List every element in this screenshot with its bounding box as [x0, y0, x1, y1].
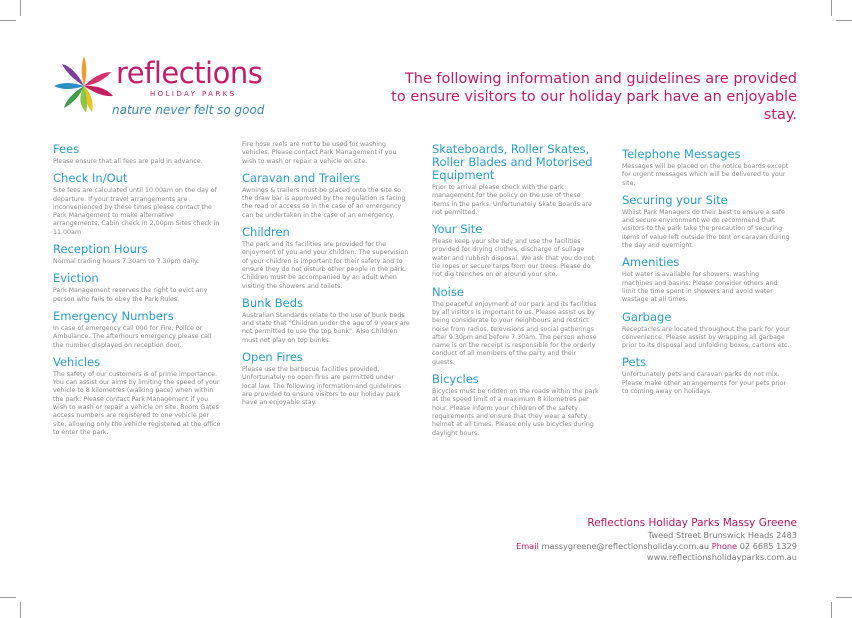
park-name: Reflections Holiday Parks Massy Greene [587, 517, 797, 529]
contact-footer [497, 516, 797, 563]
section-bicycles [432, 373, 600, 438]
section-heading: Bunk Beds [242, 295, 304, 310]
section-caravan-trailers [242, 172, 410, 220]
intro-text [357, 70, 797, 124]
crop-mark [836, 597, 852, 598]
email-label: Email [516, 541, 539, 551]
section-heading: Garbage [622, 309, 672, 324]
section-securing-site [622, 194, 790, 250]
section-body: Australian Standards relate to the use of bunk beds and state that "Children under the age of 9 years are not permitted to use the top bunk". Also Children must not play on top bunks. [242, 311, 410, 344]
column-4 [622, 148, 790, 402]
section-open-fires [242, 351, 410, 407]
section-children [242, 226, 410, 291]
section-fees [53, 143, 221, 166]
section-body: Please keep your site tidy and use the facilities provided for drying clothes, discharge of sullage water and rubbish disposal. We ask that you do not tie ropes or secure tarps from our trees. Please do not dig trenches on or around your site. [432, 238, 595, 279]
section-body: Prior to arrival please check with the park management for the policy on the use of these items in the parks. Unfortunately Skate Boards are not permitted. [432, 184, 593, 216]
section-heading: Vehicles [53, 354, 101, 369]
column-1 [53, 143, 221, 443]
section-body: The park and its facilities are provided for the enjoyment of you and your children. The supervision of your children is important for their safety and to ensure they do not disturb other people in the park. Children must be accompanied by an adult when visiting the showers and toilets. [242, 241, 409, 290]
phone-label: Phone [711, 541, 738, 551]
section-body: Please ensure that all fees are paid in advance. [53, 158, 203, 165]
section-body: Whilst Park Managers do their best to ensure a safe and secure environment we do recommend that visitors to the park take the precaution of securing items of value left outside the tent or caravan during the day and overnight. [622, 208, 790, 250]
section-body: The peaceful enjoyment of our park and its facilities by all visitors is important to us. Please assist us by being considerate to your neighbours and restrict noise from radios, televisions and social gatherings after 9.30pm and before 7.30am. The person whose name is on the receipt is responsible for the orderly conduct of all members of the party and their guests. [432, 300, 597, 366]
crop-mark [20, 0, 21, 16]
section-body: In case of emergency call 000 for Fire, Police or Ambulance. The afterhours emergency please call the number displayed on reception door. [53, 324, 212, 349]
park-address: Tweed Street Brunswick Heads 2483 [647, 530, 797, 540]
section-body: Unfortunately pets and caravan parks do not mix. Please make other arrangements for your pets prior to coming away on holidays. [622, 371, 787, 396]
section-heading: Telephone Messages [622, 147, 741, 161]
logo-subtitle: HOLIDAY PARKS [150, 90, 237, 98]
column-3 [432, 143, 600, 444]
intro-line-2: to ensure visitors to our holiday park have an enjoyable stay. [391, 89, 797, 123]
section-body: Hot water is available for showers, washing machines and basins. Please consider others and limit the time spent in showers and avoid water wastage at all times. [622, 271, 778, 304]
section-pets [622, 356, 790, 396]
section-heading: Open Fires [242, 350, 303, 365]
section-eviction [53, 272, 221, 304]
section-check-in-out [53, 172, 221, 237]
section-heading: Reception Hours [53, 242, 148, 257]
section-emergency-numbers [53, 310, 221, 350]
section-noise [432, 286, 600, 367]
section-body: Please use the barbecue facilities provided. Unfortunately no open fires are permitted under local law. The following information and guidelines are provided to ensure visitors to our holiday park have an enjoyable stay. [242, 366, 402, 407]
section-body: Receptacles are located throughout the park for your convenience. Please assist by wrapping all garbage prior to its disposal and unfolding boxes, cartons etc. [622, 325, 790, 350]
email-link[interactable]: massygreene@reflectionsholiday.com.au [541, 541, 710, 551]
section-body: Messages will be placed on the notice boards except for urgent messages which will be delivered to your site. [622, 163, 789, 187]
website-link[interactable]: www.reflectionsholidayparks.com.au [646, 552, 797, 562]
intro-line-1: The following information and guidelines are provided [404, 71, 797, 87]
section-heading: Bicycles [432, 372, 479, 387]
section-reception-hours [53, 243, 221, 266]
section-heading: Children [242, 225, 290, 240]
crop-mark [836, 20, 852, 21]
section-heading: Fees [53, 142, 80, 156]
section-heading: Amenities [622, 255, 680, 270]
section-body: Bicycles must be ridden on the roads within the park at the speed limit of a maximum 8 kilometres per hour. Please inform your children of the safety requirements and ensure that they wear a safety helmet at all times. Please only use bicycles during daylight hours. [432, 388, 599, 437]
section-bunk-beds [242, 297, 410, 345]
section-heading: Caravan and Trailers [242, 170, 361, 185]
crop-mark [0, 20, 16, 21]
section-telephone-messages [622, 148, 790, 188]
crop-mark [20, 602, 21, 618]
logo-tagline: nature never felt so good [112, 103, 265, 117]
section-body: Awnings & trailers must be placed onto the site so the draw bar is approved by the regulation is facing the road or access so in the case of an emergency can be undertaken in the case of an emergency. [242, 186, 406, 219]
section-body: The safety of our customers is of prime importance. You can assist our aims by limiting the speed of your vehicle to 8 kilometres (walking pace) when within the park. Please contact Park Management if you wish to wash or repair a vehicle on site. Boom Gates access numbers are registered to one vehicle per site, allowing only the vehicle registered at the office to enter the park. [53, 370, 221, 436]
logo-wordmark: reflections [116, 56, 263, 90]
section-heading: Check In/Out [53, 171, 128, 186]
section-body: Normal trading hours 7.30am to 7.30pm daily. [53, 258, 199, 266]
crop-mark [831, 0, 832, 16]
section-vehicles [53, 356, 221, 437]
section-heading: Pets [622, 355, 647, 370]
section-heading: Skateboards, Roller Skates, Roller Blades and Motorised Equipment [432, 142, 593, 182]
section-heading: Noise [432, 284, 464, 299]
section-fire-hose [242, 141, 410, 166]
section-heading: Eviction [53, 271, 99, 286]
crop-mark [831, 602, 832, 618]
section-body: Site fees are calculated until 10.00am on the day of departure. If your travel arrangements are inconvenienced by these times please contact the Park Management to make alternative arrangements. Cabin check in 2.00pm Sites check in 11.00am [53, 187, 220, 236]
section-your-site [432, 223, 600, 279]
section-amenities [622, 256, 790, 304]
section-skateboards [432, 143, 600, 217]
phone-number: 02 6685 1329 [739, 541, 797, 551]
contact-line [497, 541, 797, 552]
section-garbage [622, 311, 790, 351]
section-body: Park Management reserves the right to evict any person who fails to obey the Park Rules. [53, 287, 208, 303]
section-heading: Emergency Numbers [53, 308, 174, 323]
crop-mark [0, 597, 16, 598]
column-2 [242, 141, 410, 414]
section-heading: Your Site [432, 222, 483, 237]
section-heading: Securing your Site [622, 192, 728, 207]
section-body: Fire hose reels are not to be used for washing vehicles. Please contact Park Management if you wish to wash or repair a vehicle on site. [242, 141, 397, 165]
